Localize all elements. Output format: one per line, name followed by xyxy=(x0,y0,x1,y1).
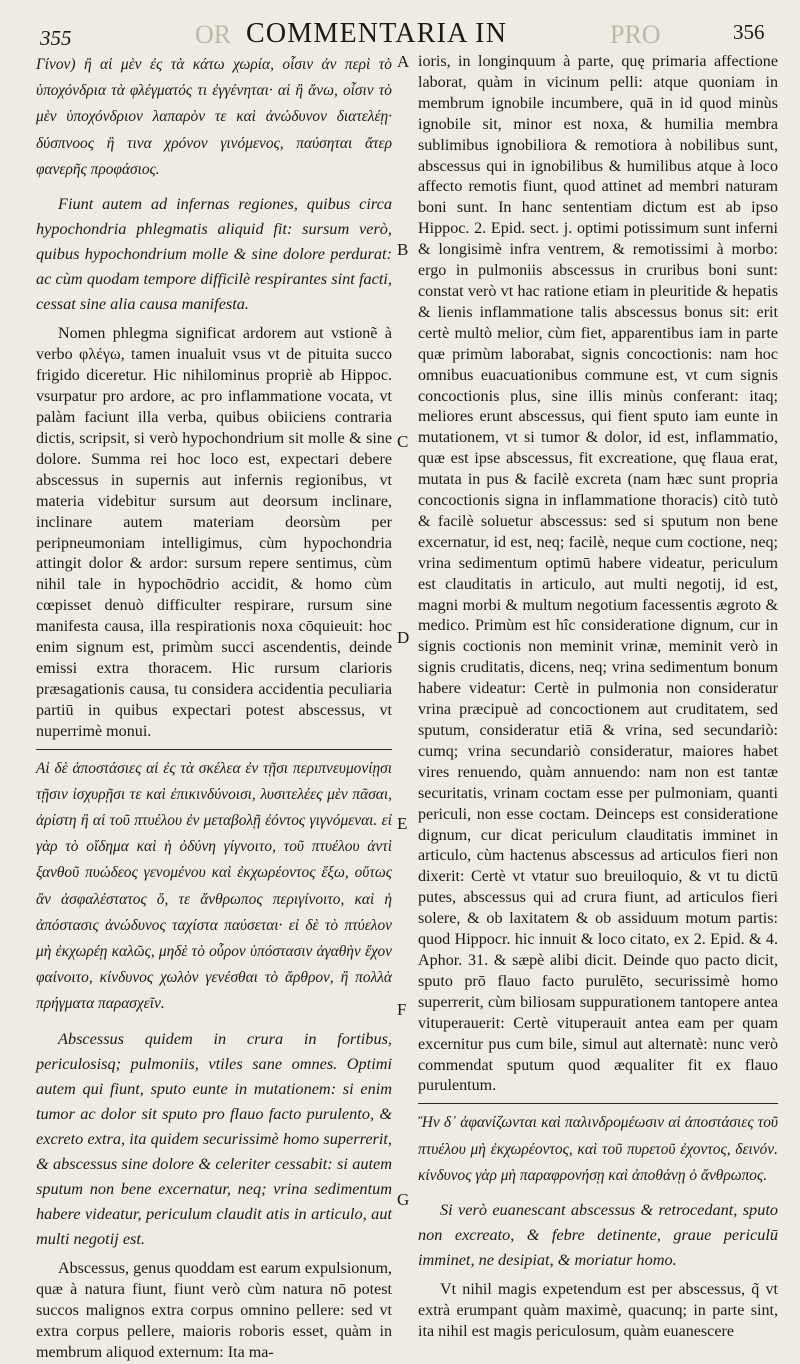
greek-text: Αἱ δὲ ἀποστάσιες αἱ ἐς τὰ σκέλεα ἐν τῇσι περιπνευμονίῃσι τῇσιν ἰσχυρῇσι τε καὶ ἐπικινδύνοισι, λυσιτελέες μὲν πᾶσαι, ἀρίστη ἢ αἱ τοῦ πτυέλου ἐν μεταβολῇ ἐόντος γιγνόμεναι. εἰ γὰρ τὸ οἴδημα καὶ ἡ ὀδύνη γίγνοιτο, τοῦ πτυέλου ἀντὶ ξανθοῦ πυώδεος γενομένου καὶ ἐκχωρέοντος ἔξω, οὕτως ἂν ἀσφαλέστατος ὅ, τε ἄνθρωπος περιγίνοιτο, καὶ ἡ ἀπόστασις ἀνώδυνος ταχίστα παύσεται· εἰ δὲ τὸ πτύελον μὴ ἐκχωρέῃ καλῶς, μηδὲ τὸ οὖρον ὑπόστασιν ἀγαθὴν ἔχον φαίνοιτο, κίνδυνος χωλὸν γενέσθαι τὸ ἄρθρον, ἢ πολλὰ πρήγματα παρασχεῖν. xyxy=(36,759,392,1013)
left-column xyxy=(36,52,392,1364)
greek-text: Ἢν δ᾽ ἀφανίζωνται καὶ παλινδρομέωσιν αἱ ἀποστάσιες τοῦ πτυέλου μὴ ἐκχωρέοντος, καὶ τοῦ πυρετοῦ ἐχοντος, δεινόν. κίνδυνος γὰρ μὴ παραφρονήσῃ καὶ ἀποθάνῃ ὁ ἄνθρωπος. xyxy=(418,1114,778,1184)
margin-letter-a: A xyxy=(397,52,410,71)
page-number-right: 356 xyxy=(733,20,765,44)
margin-letter-b: B xyxy=(397,240,409,259)
latin-translation: Fiunt autem ad infernas regiones, quibus circa hypochondria phlegmatis aliquid fit: sursum verò, quibus hypochondrium molle & sine dolore perdurat: ac cùm quodam tempore difficilè respirantes sint facti, cessat sine alia causa manifesta. xyxy=(36,194,392,314)
margin-letter-e: E xyxy=(397,814,408,833)
latin-translation: Abscessus quidem in crura in fortibus, periculosisq; pulmoniis, vtiles sane omnes. Optimi autem qui fiunt, sputo eunte in mutationem: si enim tumor ac dolor sit sputo pro flauo facto purulento, & excreto extra, ita quidem securissimè homo superrerit, & abscessus sine dolore & celeriter cessabit: si autem sputum non bene excernatur, neq; vrina sedimentum habere videatur, periculum claudit atis in articulo, aut multi negotij est. xyxy=(36,1028,392,1249)
page-number-left: 355 xyxy=(40,26,72,50)
greek-text: Γίνον) ἢ αἱ μὲν ἐς τὰ κάτω χωρία, οἷσιν ἀν περὶ τὸ ὑποχόνδρια τὰ φλέγματός τι ἐγγένηται· αἱ ἢ ἄνω, οἷσιν τὸ μὲν ὑποχόνδριον λαπαρὸν τε καὶ ἀνώδυνον διατελέῃ· δύσπνοος ἢ τινα χρόνον γινόμενος, παύσηται ἄτερ φανερῆς προφάσιος. xyxy=(36,56,392,178)
bleed-through-right: PRO xyxy=(610,20,661,49)
running-header xyxy=(0,18,800,52)
bleed-through-left: OR xyxy=(195,20,232,49)
running-title: COMMENTARIA IN xyxy=(246,18,508,49)
margin-letter-d: D xyxy=(397,628,410,647)
right-column xyxy=(418,52,778,1343)
latin-translation: Si verò euanescant abscessus & retrocedant, sputo non excreato, & febre detinente, graue periculū imminet, ne desipiat, & moriatur homo. xyxy=(418,1199,778,1270)
section-rule xyxy=(418,1103,778,1104)
margin-letter-g: G xyxy=(397,1190,410,1209)
commentary-paragraph: ioris, in longinquum à parte, quę primaria affectione laborat, quàm in vicinum pelli: atque quoniam in membrum ignobile incumbere, quā in id quod minùs ignobile sit, minor est noxa, & humilia membra sublimibus ignobiliora & remotiora à nobilibus sunt, abscessus qui in ignobilibus & humilibus atque à loco affecto remotis fiunt, quod attinet ad membri naturam boni sunt. In hanc sententiam dictum est ab ipso Hippoc. 2. Epid. sect. j. optimi potissimum sunt inferni & longisimè infra ventrem, & remotissimi à morbo: ergo in pulmoniis abscessus in cruribus boni sunt: constat verò vt hac ratione etiam in pleuritide & hepatis & lienis inflammatione talis abscessus bonus sit: erit certè multò melior, cùm fiet, apparentibus iam in parte quæ primùm laborabat, signis concoctionis: nam hoc omnibus euacuationibus commune est, vt cum signis concoctionis plus, sine illis minùs conferant: itaq; meliores erunt abscessus, qui fient sputo iam eunte in mutationem, vt si tumor & dolor, id est, inflammatio, quæ est ipse abscessus, fit excreatione, quę flaua erat, mutata in pus & facilè excreta (nam hæc sunt propria concoctionis signa in inflammatione thoracis) citò tutò & facilè soluetur abscessus: sed si sputum non bene excernatur, id est, neq; facilè, neque cum coctione, neq; vrina sedimentum optimū habere videatur, periculum est clauditatis in articulo, aut multi negotij, id est, magni morbi & multum negotium facessentis ægroto & medico. Primùm est hîc consideratione dignum, cur in signis coctionis non meminit vrinæ, meminit verò in signis cruditatis, dicens, neq; vrina sedimentum bonum habere videatur: Certè in pulmonia non consideratur vrina præcipuè ad concoctionem aut cruditatem, sed sputum, consideratur etiā & vrina, sed secundariò: cumq; vrina secundariò consideratur, maiores habet vires renuendo, quàm annuendo: nam non est tantæ securitatis, vrinam coctam esse per pulmoniam, quanti periculi, non esse coctam. Deinceps est consideratione dignum, cur dicat periculum clauditatis imminet in articulo, cùm hactenus abscessus ad articulos fieri non dixerit: Certè vt vtatur suo breuiloquio, & vt tu dictū putes, abscessus qui ad crura fiunt, ad articulos fieri solere, & ob laxitatem & ob assiduum motum partis: quod Hippocr. hic innuit & loco citato, ex 2. Epid. & 4. Aphor. 31. & sæpè alibi dicit. Deinde quo pacto dicit, sputo prō flauo facto purulēto, securissimè homo superrerit, cùm biliosam suppurationem tantopere antea vituperauerit: Certè vituperauit antea eam per quam excernitur pus cum bile, simul aut alternatè: nunc verò commendat sputum quod æqualiter fit ex flauo purulentum. xyxy=(418,53,778,1095)
commentary-paragraph: Nomen phlegma significat ardorem aut vstionẽ à verbo φλέγω, tamen inualuit vsus vt de pituita succo frigido diceretur. Hic nihilominus propriè ab Hippoc. vsurpatur pro ardore, ac pro inflammatione vocata, vt palàm faciunt illa verba, quibus obiiciens contraria dictis, scripsit, si verò hypochondrium sit molle & sine dolore. Summa rei hoc loco est, expectari debere abscessus in supernis aut infernis regionibus, vt materia videbitur sursum aut deorsum inclinare, inclinare autem materiam deorsùm per peripneumoniam intelligimus, cùm hypochondria attingit dolor & ardor: sursum repere sentimus, cùm nihil tale in hypochōdrio accidit, & homo cùm cœpisset denuò difficulter respirare, rursum sine manifesta causa, illa respirationis noxa cōquieuit: hoc enim signum est, primùm succi ascendentis, deinde emissi extra thoracem. Hic rursum clarioris præsagationis causa, tu considera accidentia peculiaria partiū in quibus expectari potest abscessus, vt nuperrimè monui. xyxy=(36,325,392,740)
section-rule xyxy=(36,749,392,750)
commentary-paragraph: Vt nihil magis expetendum est per abscessus, q̃ vt extrà erumpant quàm maximè, quacunq; in parte sint, ita nihil est magis periculosum, quàm euanescere xyxy=(418,1281,778,1341)
commentary-paragraph: Abscessus, genus quoddam est earum expulsionum, quæ à natura fiunt, fiunt verò cùm natura nō potest succos malignos extra corpus omnino pellere: sed vt extra corpus pellere, maioris roboris esset, quàm in membrum aliquod externum: Ita ma- xyxy=(36,1260,392,1362)
margin-letter-c: C xyxy=(397,432,409,451)
margin-letter-f: F xyxy=(397,1000,407,1019)
